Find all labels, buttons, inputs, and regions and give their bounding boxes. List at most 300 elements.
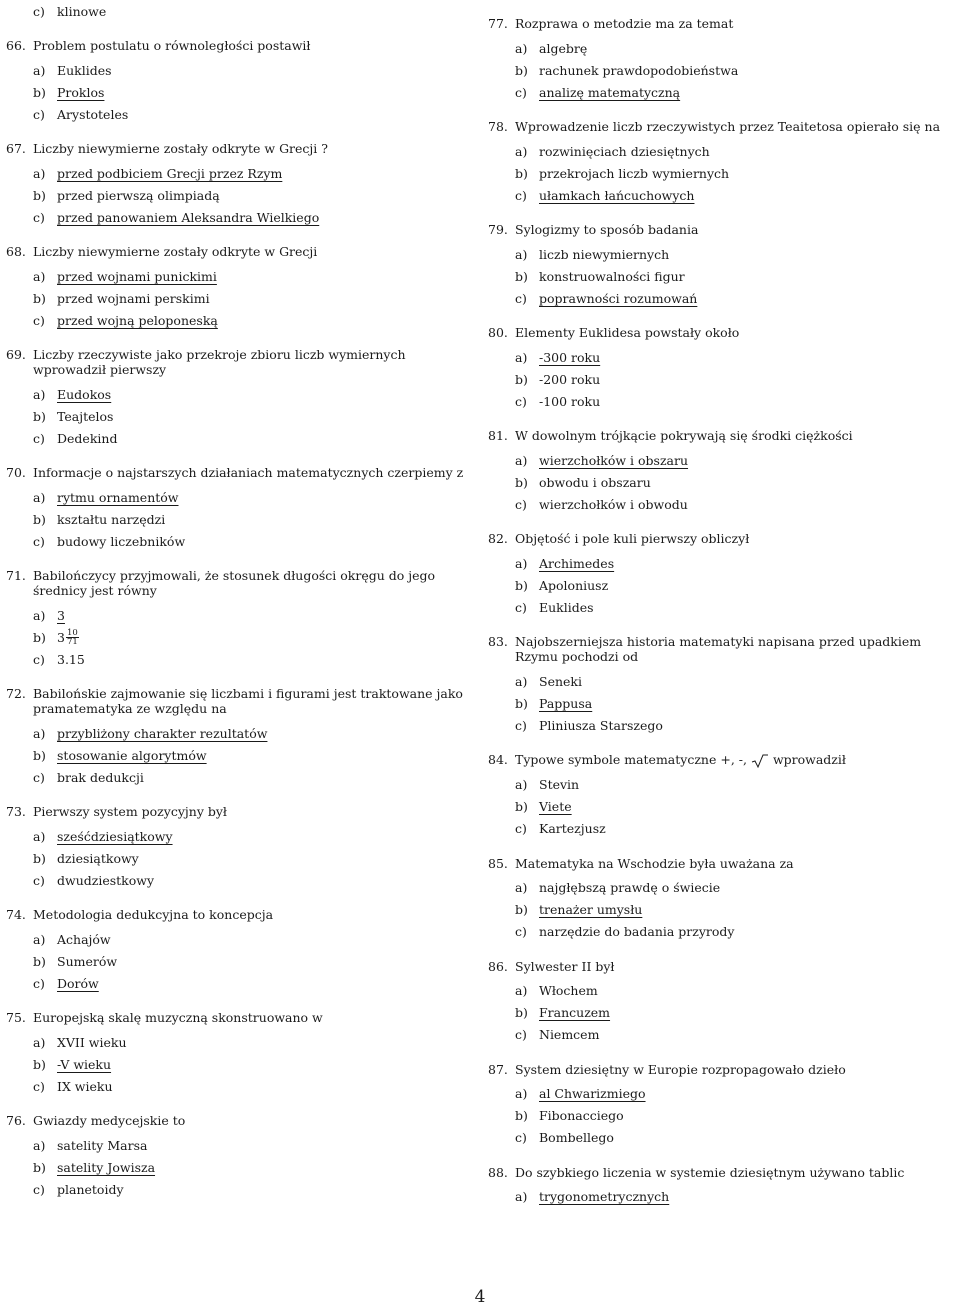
option-text: Włochem	[539, 983, 598, 998]
option-text: Apoloniusz	[539, 577, 609, 593]
option-label: c)	[515, 84, 527, 100]
option-label: a)	[515, 777, 528, 792]
option-text: rachunek prawdopodobieństwa	[539, 62, 739, 78]
option-text-underlined: przed wojnami punickimi	[57, 268, 217, 284]
answer-option	[33, 59, 476, 81]
option-label: a)	[33, 607, 46, 623]
answer-option	[515, 670, 954, 692]
option-label: a)	[33, 1137, 46, 1153]
question-76	[6, 1113, 476, 1128]
question-85	[488, 856, 954, 871]
option-label: a)	[515, 143, 528, 159]
question-text-main: Babilończycy przyjmowali, że stosunek długości okręgu do jego średnicy jest równy	[33, 568, 436, 598]
answer-option	[515, 184, 954, 206]
option-label: b)	[33, 1056, 46, 1072]
option-label: a)	[33, 62, 46, 78]
option-label: b)	[515, 902, 528, 917]
option-text: Pliniusza Starszego	[539, 717, 663, 733]
answer-option	[33, 604, 476, 626]
option-text-underlined: wierzchołków i obszaru	[539, 452, 689, 468]
question-text	[515, 428, 954, 443]
answer-option	[33, 383, 476, 405]
question-81	[488, 428, 954, 443]
option-text: liczb niewymiernych	[539, 246, 670, 262]
question-number: 84.	[488, 752, 508, 767]
option-label: c)	[515, 496, 527, 512]
question-number: 88.	[488, 1164, 508, 1180]
question-text-main: Elementy Euklidesa powstały około	[515, 325, 740, 340]
option-label: a)	[515, 452, 528, 468]
question-text	[515, 752, 954, 768]
option-text-underlined: analizę matematyczną	[539, 84, 681, 100]
option-text: 3.15	[57, 651, 85, 667]
answer-option	[515, 774, 954, 796]
option-label: b)	[33, 408, 46, 424]
option-text-underlined: trygonometrycznych	[539, 1189, 670, 1204]
option-label: b)	[515, 62, 528, 78]
answer-option	[515, 37, 954, 59]
option-label: c)	[515, 599, 527, 615]
option-label: a)	[33, 828, 46, 844]
question-70	[6, 465, 476, 480]
answer-option	[33, 1053, 476, 1075]
answer-option	[515, 877, 954, 899]
option-label: a)	[515, 880, 528, 895]
option-label: b)	[515, 371, 528, 387]
fraction	[66, 629, 79, 646]
question-text-main: Matematyka na Wschodzie była uważana za	[515, 855, 794, 871]
option-label: b)	[515, 799, 528, 814]
question-74	[6, 907, 476, 922]
option-text: satelity Marsa	[57, 1137, 148, 1153]
option-label: a)	[515, 246, 528, 262]
option-text: przekrojach liczb wymiernych	[539, 165, 730, 181]
option-label: c)	[33, 651, 45, 667]
option-text: obwodu i obszaru	[539, 474, 651, 490]
option-label: c)	[33, 209, 45, 225]
option-text: XVII wieku	[57, 1034, 127, 1050]
option-text-underlined: Proklos	[57, 84, 105, 100]
question-number: 69.	[6, 347, 26, 362]
answer-option	[515, 921, 954, 943]
question-78	[488, 119, 954, 134]
option-label: a)	[515, 349, 528, 365]
option-label: c)	[515, 924, 527, 939]
answer-option	[33, 766, 476, 788]
option-text: klinowe	[57, 3, 107, 19]
option-text: dziesiątkowy	[57, 850, 139, 866]
answer-option	[33, 1178, 476, 1200]
option-text-underlined: przed panowaniem Aleksandra Wielkiego	[57, 209, 320, 225]
question-text-main: Metodologia dedukcyjna to koncepcja	[33, 907, 274, 922]
option-text: Sumerów	[57, 953, 118, 969]
answer-option	[515, 390, 954, 412]
option-label: c)	[515, 717, 527, 733]
answer-option	[515, 796, 954, 818]
option-label: c)	[33, 1181, 45, 1197]
answer-option	[515, 1127, 954, 1149]
option-text: Teajtelos	[57, 408, 114, 424]
answer-option	[33, 184, 476, 206]
answer-option	[515, 980, 954, 1002]
question-text	[515, 634, 954, 664]
option-label: a)	[515, 673, 528, 689]
option-text-underlined: Pappusa	[539, 695, 593, 711]
option-text: Bombellego	[539, 1130, 614, 1145]
option-text-underlined: Eudokos	[57, 386, 112, 402]
option-label: b)	[33, 850, 46, 866]
answer-option	[515, 596, 954, 618]
question-77	[488, 16, 954, 31]
option-text-underlined: przybliżony charakter rezultatów	[57, 725, 268, 741]
question-text-main: Najobszerniejsza historia matematyki napisana przed upadkiem Rzymu pochodzi od	[515, 634, 922, 664]
question-87	[488, 1062, 954, 1077]
answer-option	[515, 287, 954, 309]
question-83	[488, 634, 954, 664]
question-text	[515, 856, 954, 871]
answer-option	[515, 81, 954, 103]
answer-option	[515, 243, 954, 265]
question-text	[515, 1165, 954, 1180]
option-label: c)	[33, 769, 45, 785]
question-text-main: Informacje o najstarszych działaniach matematycznych czerpiemy z	[33, 465, 464, 480]
question-text-main: Gwiazdy medycejskie to	[33, 1113, 186, 1128]
answer-option	[33, 972, 476, 994]
option-text: Dedekind	[57, 430, 118, 446]
option-text-underlined: rytmu ornamentów	[57, 489, 179, 505]
question-number: 86.	[488, 958, 508, 974]
answer-option	[33, 206, 476, 228]
option-text: przed pierwszą olimpiadą	[57, 187, 220, 203]
answer-option	[515, 714, 954, 736]
option-label: c)	[515, 1027, 527, 1042]
question-text-main: Babilońskie zajmowanie się liczbami i figurami jest traktowane jako pramatematyka ze względu na	[33, 686, 463, 716]
question-text-main: Liczby niewymierne zostały odkryte w Grecji ?	[33, 141, 328, 156]
option-text: brak dedukcji	[57, 769, 144, 785]
question-number: 79.	[488, 222, 508, 237]
question-text-main: W dowolnym trójkącie pokrywają się środki ciężkości	[515, 428, 853, 443]
option-label: b)	[515, 1108, 528, 1123]
answer-option	[33, 162, 476, 184]
question-text	[33, 686, 476, 716]
question-number: 80.	[488, 325, 508, 340]
option-text: -200 roku	[539, 371, 601, 387]
question-number: 83.	[488, 634, 508, 649]
question-number: 71.	[6, 568, 26, 583]
answer-option	[33, 486, 476, 508]
option-text: narzędzie do badania przyrody	[539, 924, 735, 939]
answer-option	[33, 287, 476, 309]
answer-option	[33, 81, 476, 103]
answer-option	[33, 626, 476, 648]
option-label: a)	[33, 165, 46, 181]
answer-option	[515, 449, 954, 471]
option-label: b)	[33, 290, 46, 306]
question-text-main: Sylwester II był	[515, 958, 615, 974]
answer-option	[33, 265, 476, 287]
question-number: 72.	[6, 686, 26, 701]
option-text: Achajów	[57, 931, 111, 947]
question-text	[33, 38, 476, 53]
question-text-main: Pierwszy system pozycyjny był	[33, 804, 227, 819]
answer-option	[515, 346, 954, 368]
option-text: -100 roku	[539, 393, 601, 409]
answer-option	[33, 869, 476, 891]
option-label: c)	[515, 821, 527, 836]
option-label: a)	[515, 1189, 528, 1204]
answer-option	[33, 928, 476, 950]
answer-option	[33, 744, 476, 766]
option-label: c)	[515, 290, 527, 306]
question-75	[6, 1010, 476, 1025]
question-text-main: Europejską skalę muzyczną skonstruowano w	[33, 1010, 323, 1025]
question-number: 70.	[6, 465, 26, 480]
option-label: c)	[33, 430, 45, 446]
option-text: dwudziestkowy	[57, 872, 155, 888]
question-number: 75.	[6, 1010, 26, 1025]
question-text	[33, 465, 476, 480]
option-label: b)	[33, 629, 46, 645]
answer-option	[33, 648, 476, 670]
question-text	[515, 16, 954, 31]
option-label: b)	[515, 695, 528, 711]
option-label: b)	[515, 1005, 528, 1020]
option-label: a)	[515, 983, 528, 998]
answer-option	[33, 0, 476, 22]
answer-option	[33, 722, 476, 744]
question-text-main: Typowe symbole matematyczne +, -,	[515, 752, 747, 767]
option-label: a)	[515, 40, 528, 56]
option-text: Euklides	[57, 62, 112, 78]
answer-option	[515, 59, 954, 81]
option-text-underlined: przed podbiciem Grecji przez Rzym	[57, 165, 283, 181]
option-text: wierzchołków i obwodu	[539, 496, 688, 512]
question-86	[488, 959, 954, 974]
answer-option	[33, 825, 476, 847]
answer-option	[515, 471, 954, 493]
option-label: c)	[33, 3, 45, 19]
question-72	[6, 686, 476, 716]
answer-option	[515, 1186, 954, 1208]
question-text	[33, 804, 476, 819]
option-text: algebrę	[539, 40, 588, 56]
option-text: budowy liczebników	[57, 533, 186, 549]
option-text-underlined: sześćdziesiątkowy	[57, 828, 173, 844]
question-number: 77.	[488, 16, 508, 31]
fraction-numerator: 10	[66, 627, 78, 638]
answer-option	[515, 552, 954, 574]
answer-option	[515, 818, 954, 840]
option-label: a)	[515, 1086, 528, 1101]
page-number: 4	[474, 1287, 486, 1307]
question-text-main: Sylogizmy to sposób badania	[515, 222, 699, 237]
question-text	[515, 222, 954, 237]
question-79	[488, 222, 954, 237]
question-text-main: Problem postulatu o równoległości postawił	[33, 38, 311, 53]
answer-option	[515, 692, 954, 714]
question-text	[515, 959, 954, 974]
option-text-underlined: przed wojną peloponeską	[57, 312, 218, 328]
question-number: 76.	[6, 1113, 26, 1128]
answer-option	[515, 493, 954, 515]
question-text	[515, 1062, 954, 1077]
question-69	[6, 347, 476, 377]
question-80	[488, 325, 954, 340]
question-text	[515, 325, 954, 340]
option-label: c)	[33, 1078, 45, 1094]
option-text-underlined: -300 roku	[539, 349, 601, 365]
option-text: planetoidy	[57, 1181, 124, 1197]
option-label: c)	[33, 312, 45, 328]
option-label: b)	[33, 187, 46, 203]
question-text	[33, 907, 476, 922]
option-text: najgłębszą prawdę o świecie	[539, 880, 721, 895]
option-label: c)	[515, 187, 527, 203]
option-text: 3	[57, 629, 65, 645]
option-text: przed wojnami perskimi	[57, 290, 210, 306]
answer-option	[33, 1134, 476, 1156]
question-text	[515, 119, 954, 134]
question-number: 81.	[488, 428, 508, 443]
question-73	[6, 804, 476, 819]
option-text-underlined: 3	[57, 607, 65, 623]
option-label: b)	[515, 577, 528, 593]
option-label: b)	[33, 84, 46, 100]
answer-option	[515, 1024, 954, 1046]
question-text-main: Rozprawa o metodzie ma za temat	[515, 16, 734, 31]
option-label: a)	[33, 489, 46, 505]
option-text-underlined: ułamkach łańcuchowych	[539, 187, 695, 203]
question-number: 85.	[488, 855, 508, 871]
answer-option	[33, 1031, 476, 1053]
question-text-main: System dziesiętny w Europie rozpropagowało dzieło	[515, 1061, 846, 1077]
answer-option	[515, 265, 954, 287]
option-text-underlined: satelity Jowisza	[57, 1159, 156, 1175]
option-label: c)	[515, 393, 527, 409]
question-text	[33, 347, 476, 377]
answer-option	[33, 1156, 476, 1178]
option-text: IX wieku	[57, 1078, 113, 1094]
question-text-main: Liczby niewymierne zostały odkryte w Grecji	[33, 244, 318, 259]
question-text	[33, 244, 476, 259]
option-text: Arystoteles	[57, 106, 129, 122]
answer-option	[33, 309, 476, 331]
fraction-denominator: 71	[66, 636, 78, 647]
option-label: b)	[33, 511, 46, 527]
question-text	[33, 1113, 476, 1128]
option-text: Kartezjusz	[539, 821, 606, 836]
option-label: c)	[515, 1130, 527, 1145]
option-label: a)	[33, 1034, 46, 1050]
answer-option	[515, 899, 954, 921]
right-column	[488, 0, 954, 1208]
question-number: 66.	[6, 38, 26, 53]
sqrt-symbol-icon	[751, 754, 769, 768]
question-71	[6, 568, 476, 598]
question-number: 73.	[6, 804, 26, 819]
question-text-main: Liczby rzeczywiste jako przekroje zbioru liczb wymiernych wprowadził pierwszy	[33, 347, 406, 377]
option-label: a)	[515, 555, 528, 571]
option-label: a)	[33, 725, 46, 741]
question-text-main: Objętość i pole kuli pierwszy obliczył	[515, 531, 750, 546]
option-text: Euklides	[539, 599, 594, 615]
option-text: kształtu narzędzi	[57, 511, 166, 527]
question-67	[6, 141, 476, 156]
answer-option	[33, 530, 476, 552]
question-text-main: Wprowadzenie liczb rzeczywistych przez Teaitetosa opierało się na	[515, 119, 941, 134]
question-number: 78.	[488, 119, 508, 134]
answer-option	[515, 574, 954, 596]
option-label: c)	[33, 533, 45, 549]
answer-option	[33, 427, 476, 449]
answer-option	[33, 847, 476, 869]
question-88	[488, 1165, 954, 1180]
option-text: rozwinięciach dziesiętnych	[539, 143, 710, 159]
option-label: c)	[33, 872, 45, 888]
option-label: b)	[515, 165, 528, 181]
answer-option	[33, 405, 476, 427]
question-number: 68.	[6, 244, 26, 259]
option-text: Seneki	[539, 673, 582, 689]
option-label: b)	[33, 747, 46, 763]
option-label: a)	[33, 931, 46, 947]
question-66	[6, 38, 476, 53]
question-text	[515, 531, 954, 546]
answer-option	[33, 508, 476, 530]
answer-option	[515, 1105, 954, 1127]
question-text-main: Do szybkiego liczenia w systemie dziesiętnym używano tablic	[515, 1164, 905, 1180]
answer-option	[515, 162, 954, 184]
answer-option	[515, 1002, 954, 1024]
option-text-underlined: Dorów	[57, 975, 99, 991]
answer-option	[515, 368, 954, 390]
option-label: b)	[33, 953, 46, 969]
option-label: b)	[515, 268, 528, 284]
option-text: Fibonacciego	[539, 1108, 624, 1123]
option-text-underlined: al Chwarizmiego	[539, 1086, 646, 1101]
option-label: a)	[33, 386, 46, 402]
question-number: 82.	[488, 531, 508, 546]
option-text-underlined: trenażer umysłu	[539, 902, 643, 917]
option-text-underlined: Francuzem	[539, 1005, 611, 1020]
answer-option	[33, 950, 476, 972]
option-label: c)	[33, 975, 45, 991]
answer-option	[515, 140, 954, 162]
question-number: 87.	[488, 1061, 508, 1077]
question-text	[33, 141, 476, 156]
question-text	[33, 1010, 476, 1025]
option-label: b)	[515, 474, 528, 490]
option-text: konstruowalności figur	[539, 268, 685, 284]
option-text: Niemcem	[539, 1027, 600, 1042]
question-number: 67.	[6, 141, 26, 156]
answer-option	[515, 1083, 954, 1105]
question-number: 74.	[6, 907, 26, 922]
option-text-underlined: poprawności rozumowań	[539, 290, 698, 306]
answer-option	[33, 1075, 476, 1097]
question-text-after: wprowadził	[772, 752, 846, 767]
option-text-underlined: Viete	[539, 799, 572, 814]
left-column	[6, 0, 476, 1200]
option-text-underlined: -V wieku	[57, 1056, 112, 1072]
option-label: b)	[33, 1159, 46, 1175]
option-label: a)	[33, 268, 46, 284]
option-text-underlined: stosowanie algorytmów	[57, 747, 207, 763]
question-text	[33, 568, 476, 598]
question-68	[6, 244, 476, 259]
question-84	[488, 752, 954, 768]
option-text: Stevin	[539, 777, 580, 792]
